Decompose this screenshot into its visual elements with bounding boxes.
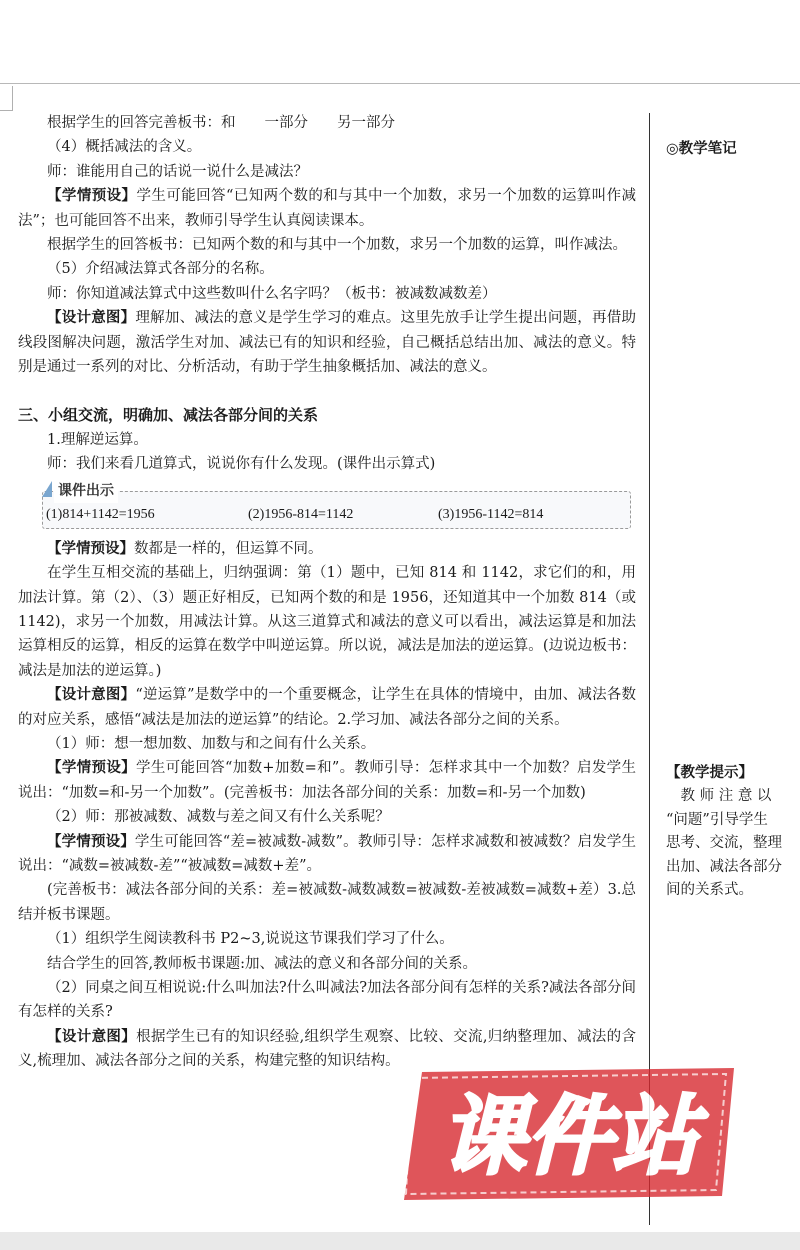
paragraph: （2）师：那被减数、减数与差之间又有什么关系呢？ <box>47 809 390 826</box>
paragraph: 【设计意图】“逆运算”是数学中的一个重要概念，让学生在具体的情境中，由加、减法各数的对应关系，感悟“减法是加法的逆运算”的结论。2.学习加、减法各部分之间的关系。 <box>18 686 637 728</box>
paragraph: 1.理解逆运算。 <box>47 431 148 448</box>
page-corner-mark <box>0 86 13 111</box>
paragraph: 根据学生的回答板书：已知两个数的和与其中一个加数，求另一个加数的运算，叫作减法。 <box>47 237 627 254</box>
tag-label: 【学情预设】 <box>47 759 137 777</box>
paragraph: 【设计意图】根据学生已有的知识经验,组织学生观察、比较、交流,归纳整理加、减法的含义,梳理加、减法各部分之间的关系，构建完整的知识结构。 <box>18 1027 637 1070</box>
courseware-box <box>42 481 631 531</box>
teaching-notes-title: ◎教学笔记 <box>666 141 737 157</box>
paragraph: 【学情预设】数都是一样的，但运算不同。 <box>47 539 323 557</box>
paragraph: （4）概括减法的含义。 <box>47 139 202 156</box>
formula-2: (2)1956-814=1142 <box>248 506 354 522</box>
watermark-logo <box>404 1068 734 1200</box>
formula-3: (3)1956-1142=814 <box>438 506 544 522</box>
paragraph: 在学生互相交流的基础上，归纳强调：第（1）题中，已知 814 和 1142，求它们的和，用加法计算。第（2）、（3）题正好相反，已知两个数的和是 1956，还知道其中一个加数 814（或 1142)，求另一个加数，用减法计算。从这三道算式和减法的意义可以看出，减法运算是和加法运算相反的运算，相反的运算在数学中叫逆运算。所以说，减法是加法的逆运算。(边说边板书：减法是加法的逆运算。) <box>18 565 636 679</box>
paragraph: 【学情预设】学生可能回答“差=被减数-减数”。教师引导：怎样求减数和被减数？启发学生说出：“减数=被减数-差”“被减数=减数+差”。 <box>18 832 637 874</box>
tag-label: 【学情预设】 <box>47 187 137 205</box>
page-top-rule <box>0 83 800 84</box>
svg-text:课件站: 课件站 <box>440 1087 698 1187</box>
paragraph: （5）介绍减法算式各部分的名称。 <box>47 261 274 278</box>
teaching-hint-text <box>666 785 800 903</box>
paragraph: 根据学生的回答完善板书：和 一部分 另一部分 <box>47 115 395 131</box>
paragraph: （1）组织学生阅读教科书 P2~3,说说这节课我们学习了什么。 <box>47 931 454 948</box>
paragraph: 师：谁能用自己的话说一说什么是减法？ <box>47 163 308 180</box>
tag-label: 【学情预设】 <box>47 539 134 557</box>
bottom-band <box>0 1232 800 1250</box>
formula-1: (1)814+1142=1956 <box>46 506 155 522</box>
paragraph: 【学情预设】学生可能回答“已知两个数的和与其中一个加数，求另一个加数的运算叫作减法”；也可能回答不出来，教师引导学生认真阅读课本。 <box>18 187 636 229</box>
hint-line: 教 师 注 意 以 <box>666 788 772 804</box>
paragraph: 【学情预设】学生可能回答“加数+加数=和”。教师引导：怎样求其中一个加数？启发学生说出：“加数=和-另一个加数”。(完善板书：加法各部分间的关系：加数=和-另一个加数) <box>18 759 637 801</box>
margin-divider <box>649 113 650 1225</box>
paragraph: 师：我们来看几道算式，说说你有什么发现。(课件出示算式) <box>47 456 436 473</box>
courseware-label: 课件出示 <box>54 479 118 503</box>
paragraph: （1）师：想一想加数、加数与和之间有什么关系。 <box>47 735 376 752</box>
section-heading: 三、小组交流，明确加、减法各部分间的关系 <box>18 406 319 425</box>
hint-line: 间的关系式。 <box>666 882 753 898</box>
paragraph: 师：你知道减法算式中这些数叫什么名字吗？（板书：被减数减数差） <box>47 285 497 302</box>
paragraph: （2）同桌之间互相说说:什么叫加法?什么叫减法?加法各部分间有怎样的关系?减法各部分间有怎样的关系? <box>18 980 636 1021</box>
hint-line: “问题”引导学生 <box>666 811 768 828</box>
tag-label: 【学情预设】 <box>47 832 135 850</box>
paragraph: 【设计意图】理解加、减法的意义是学生学习的难点。这里先放手让学生提出问题，再借助线段图解决问题，激活学生对加、减法已有的知识和经验，自己概括总结出加、减法的意义。特别是通过一系列的对比、分析活动，有助于学生抽象概括加、减法的意义。 <box>18 309 637 376</box>
tag-label: 【设计意图】 <box>47 686 136 704</box>
main-column <box>18 111 636 1074</box>
paragraph: 结合学生的回答,教师板书课题:加、减法的意义和各部分间的关系。 <box>47 955 477 972</box>
tag-label: 【设计意图】 <box>47 309 136 327</box>
hint-line: 出加、减法各部分 <box>666 858 782 875</box>
courseware-corner-icon <box>42 481 52 497</box>
teaching-hint-title: 【教学提示】 <box>666 765 753 781</box>
paragraph: (完善板书：减法各部分间的关系：差=被减数-减数减数=被减数-差被减数=减数+差）3.总结并板书课题。 <box>18 882 636 923</box>
hint-line: 思考、交流，整理 <box>666 835 782 851</box>
tag-label: 【设计意图】 <box>47 1027 137 1045</box>
